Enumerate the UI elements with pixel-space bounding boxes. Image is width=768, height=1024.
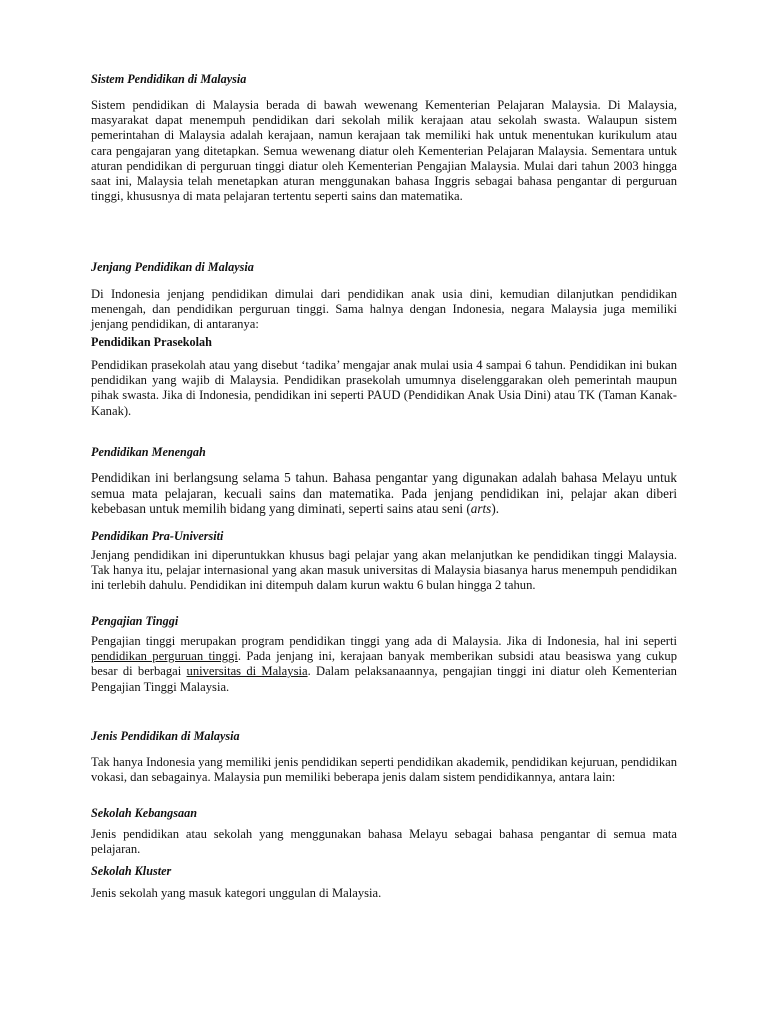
heading-jenis-pendidikan: Jenis Pendidikan di Malaysia (91, 729, 240, 743)
heading-pendidikan-menengah: Pendidikan Menengah (91, 445, 206, 459)
heading-pendidikan-pra-universiti: Pendidikan Pra-Universiti (91, 529, 224, 543)
link-pendidikan-perguruan-tinggi[interactable]: pendidikan perguruan tinggi (91, 649, 238, 664)
paragraph-sekolah-kluster: Jenis sekolah yang masuk kategori unggulan di Malaysia. (91, 886, 382, 900)
heading-sekolah-kebangsaan: Sekolah Kebangsaan (91, 806, 197, 820)
heading-pengajian-tinggi: Pengajian Tinggi (91, 614, 179, 628)
paragraph-pendidikan-prasekolah: Pendidikan prasekolah atau yang disebut ‘tadika’ mengajar anak mulai usia 4 sampai 6 tahun. Pendidikan ini bukan pendidikan yang wajib di Malaysia. Pendidikan prasekolah umumnya diselenggarakan oleh pemerintah maupun pihak swasta. Jika di Indonesia, pendidikan ini seperti PAUD (Pendidikan Anak Usia Dini) atau TK (Taman Kanak-Kanak). (91, 358, 677, 418)
link-universitas-di-malaysia[interactable]: universitas di Malaysia (186, 664, 308, 679)
heading-jenjang-pendidikan: Jenjang Pendidikan di Malaysia (91, 260, 254, 274)
heading-pendidikan-prasekolah: Pendidikan Prasekolah (91, 335, 212, 349)
paragraph-sekolah-kebangsaan: Jenis pendidikan atau sekolah yang menggunakan bahasa Melayu sebagai bahasa pengantar di semua mata pelajaran. (91, 827, 677, 857)
paragraph-jenjang-pendidikan: Di Indonesia jenjang pendidikan dimulai dari pendidikan anak usia dini, kemudian dilanjutkan pendidikan menengah, dan pendidikan perguruan tinggi. Sama halnya dengan Indonesia, negara Malaysia juga memiliki jenjang pendidikan, di antaranya: (91, 287, 677, 332)
heading-sistem-pendidikan: Sistem Pendidikan di Malaysia (91, 72, 247, 86)
paragraph-sistem-pendidikan: Sistem pendidikan di Malaysia berada di bawah wewenang Kementerian Pelajaran Malaysia. Di Malaysia, masyarakat dapat menempuh pendidikan dari sekolah milik kerajaan atau sekolah swasta. Walaupun sistem pemerintahan di Malaysia adalah kerajaan, namun kerajaan tak memiliki hak untuk menentukan kurikulum atau cara pengajaran yang ditetapkan. Semua wewenang diatur oleh Kementerian Pelajaran Malaysia. Sementara untuk aturan pendidikan di perguruan tinggi diatur oleh Kementerian Pengajian Malaysia. Mulai dari tahun 2003 hingga saat ini, Malaysia telah menetapkan aturan menggunakan bahasa Inggris sebagai bahasa pengantar di perguruan tinggi, khususnya di mata pelajaran tertentu seperti sains dan matematika. (91, 98, 677, 204)
heading-sekolah-kluster: Sekolah Kluster (91, 864, 172, 878)
paragraph-pengajian-tinggi: Pengajian tinggi merupakan program pendidikan tinggi yang ada di Malaysia. Jika di Indonesia, hal ini seperti pendidikan perguruan tinggi. Pada jenjang ini, kerajaan banyak memberikan subsidi atau beasiswa yang cukup besar di berbagai universitas di Malaysia. Dalam pelaksanaannya, pengajian tinggi ini diatur oleh Kementerian Pengajian Tinggi Malaysia. (91, 634, 677, 694)
paragraph-pendidikan-menengah: Pendidikan ini berlangsung selama 5 tahun. Bahasa pengantar yang digunakan adalah bahasa Melayu untuk semua mata pelajaran, kecuali sains dan matematika. Pada jenjang pendidikan ini, pelajar akan diberi kebebasan untuk memilih bidang yang diminati, seperti sains atau seni (arts). (91, 470, 677, 517)
paragraph-jenis-pendidikan: Tak hanya Indonesia yang memiliki jenis pendidikan seperti pendidikan akademik, pendidikan kejuruan, pendidikan vokasi, dan sebagainya. Malaysia pun memiliki beberapa jenis dalam sistem pendidikannya, antara lain: (91, 755, 677, 785)
paragraph-pendidikan-pra-universiti: Jenjang pendidikan ini diperuntukkan khusus bagi pelajar yang akan melanjutkan ke pendidikan tinggi Malaysia. Tak hanya itu, pelajar internasional yang akan masuk universitas di Malaysia biasanya harus menempuh pendidikan ini terlebih dahulu. Pendidikan ini ditempuh dalam kurun waktu 6 bulan hingga 2 tahun. (91, 548, 677, 593)
